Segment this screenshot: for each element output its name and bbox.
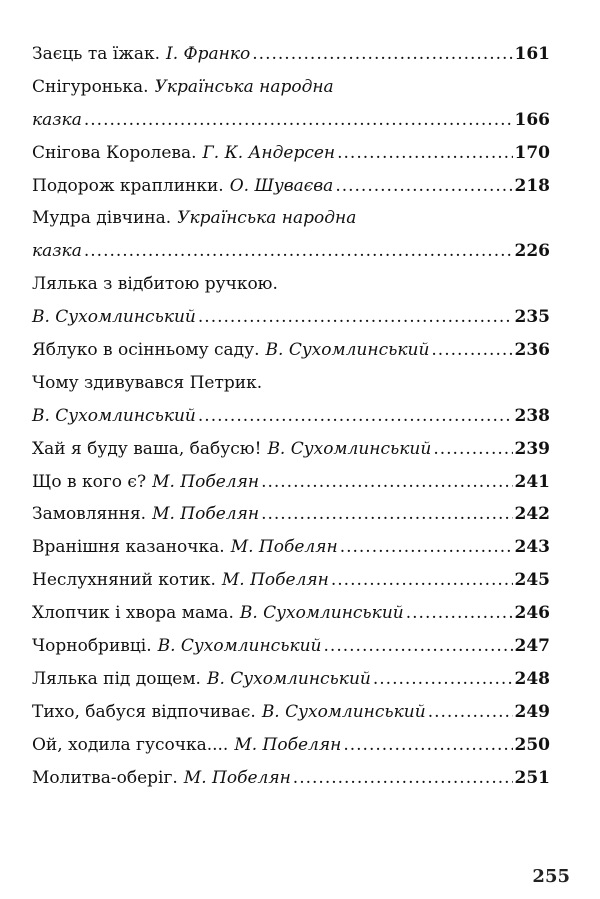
toc-author: В. Сухомлинський [265, 340, 430, 361]
toc-author: В. Сухомлинський [206, 668, 371, 689]
toc-title: Яблуко в осінньому саду. [32, 340, 260, 361]
toc-entry [32, 71, 550, 104]
toc-leader [337, 137, 512, 170]
toc-page: 248 [514, 668, 550, 689]
toc-author: В. Сухомлинський [261, 701, 426, 722]
toc-page: 246 [514, 603, 550, 624]
toc-author: І. Франко [166, 44, 251, 64]
toc-page: 250 [514, 734, 550, 755]
toc-title: Тихо, бабуся відпочиває. [32, 701, 256, 722]
toc-entry [32, 104, 550, 137]
toc-title: Лялька під дощем. [32, 668, 201, 689]
toc-author: казка [32, 241, 82, 262]
toc-page: 251 [514, 767, 550, 788]
toc-title: Снігуронька. [32, 76, 149, 97]
toc-page: 239 [514, 438, 550, 459]
toc-page: 166 [514, 109, 550, 130]
toc-leader [431, 334, 512, 367]
toc-entry [32, 38, 550, 71]
toc-leader [373, 663, 513, 696]
toc-leader [340, 531, 513, 564]
toc-author: М. Побелян [221, 570, 329, 591]
toc-author: В. Сухомлинський [32, 405, 196, 426]
toc-author: В. Сухомлинський [239, 603, 404, 624]
toc-author: В. Сухомлинський [157, 636, 322, 657]
toc-page: 238 [514, 405, 550, 426]
toc-title: Хай я буду ваша, бабусю! [32, 438, 262, 459]
toc-entry [32, 400, 550, 433]
toc-entry [32, 433, 550, 466]
toc-page: 170 [514, 142, 550, 163]
toc-title: Замовляння. [32, 504, 147, 525]
toc-entry [32, 202, 550, 235]
toc-entry [32, 729, 550, 762]
toc-author: Українська народна [154, 76, 334, 97]
toc-title: Заєць та їжак. [32, 44, 161, 64]
toc-page: 242 [514, 504, 550, 525]
toc-title: Чому здивувався Петрик. [32, 372, 263, 393]
toc-entry [32, 531, 550, 564]
toc-page: 247 [514, 636, 550, 657]
toc-leader [261, 466, 512, 499]
table-of-contents [32, 38, 550, 794]
toc-author: Українська народна [177, 208, 357, 229]
toc-title: Вранішня казаночка. [32, 537, 225, 558]
toc-title: Ой, ходила гусочка.... [32, 734, 229, 755]
toc-author: Г. К. Андерсен [202, 142, 336, 163]
toc-leader [84, 235, 513, 268]
toc-entry [32, 235, 550, 268]
toc-title: Подорож краплинки. [32, 175, 224, 196]
toc-page: 249 [514, 701, 550, 722]
toc-title: Мудра дівчина. [32, 208, 172, 229]
toc-leader [343, 729, 512, 762]
toc-entry [32, 597, 550, 630]
toc-page: 245 [514, 570, 550, 591]
toc-leader [293, 762, 513, 795]
toc-page: 236 [514, 340, 550, 361]
toc-title: Лялька з відбитою ручкою. [32, 274, 278, 295]
page-number: 255 [532, 866, 570, 887]
toc-entry [32, 564, 550, 597]
toc-entry [32, 301, 550, 334]
toc-entry [32, 630, 550, 663]
toc-author: В. Сухомлинський [32, 307, 196, 328]
toc-entry [32, 137, 550, 170]
toc-title: Що в кого є? [32, 471, 147, 492]
toc-entry [32, 170, 550, 203]
toc-title: Снігова Королева. [32, 142, 197, 163]
toc-entry [32, 762, 550, 795]
toc-author: М. Побелян [234, 734, 342, 755]
toc-leader [252, 38, 512, 71]
toc-title: Чорнобривці. [32, 636, 152, 657]
toc-author: М. Побелян [230, 537, 338, 558]
toc-author: В. Сухомлинський [267, 438, 432, 459]
toc-leader [198, 400, 513, 433]
toc-leader [331, 564, 513, 597]
toc-page: 218 [514, 175, 550, 196]
toc-leader [84, 104, 513, 137]
toc-leader [261, 498, 512, 531]
toc-entry [32, 367, 550, 400]
toc-author: М. Побелян [183, 767, 291, 788]
toc-author: М. Побелян [152, 504, 260, 525]
toc-title: Хлопчик і хвора мама. [32, 603, 234, 624]
toc-entry [32, 663, 550, 696]
toc-entry [32, 334, 550, 367]
toc-leader [406, 597, 513, 630]
toc-page: 161 [514, 44, 550, 64]
toc-page: 243 [514, 537, 550, 558]
toc-author: казка [32, 109, 82, 130]
toc-title: Молитва-оберіг. [32, 767, 178, 788]
toc-entry [32, 268, 550, 301]
toc-entry [32, 466, 550, 499]
toc-leader [433, 433, 512, 466]
toc-author: О. Шуваєва [229, 175, 334, 196]
toc-page: 241 [514, 471, 550, 492]
toc-leader [198, 301, 513, 334]
toc-leader [428, 696, 513, 729]
toc-leader [335, 170, 512, 203]
toc-title: Неслухняний котик. [32, 570, 216, 591]
toc-author: М. Побелян [152, 471, 260, 492]
toc-leader [324, 630, 513, 663]
toc-entry [32, 696, 550, 729]
toc-page: 226 [514, 241, 550, 262]
toc-entry [32, 498, 550, 531]
toc-page: 235 [514, 307, 550, 328]
